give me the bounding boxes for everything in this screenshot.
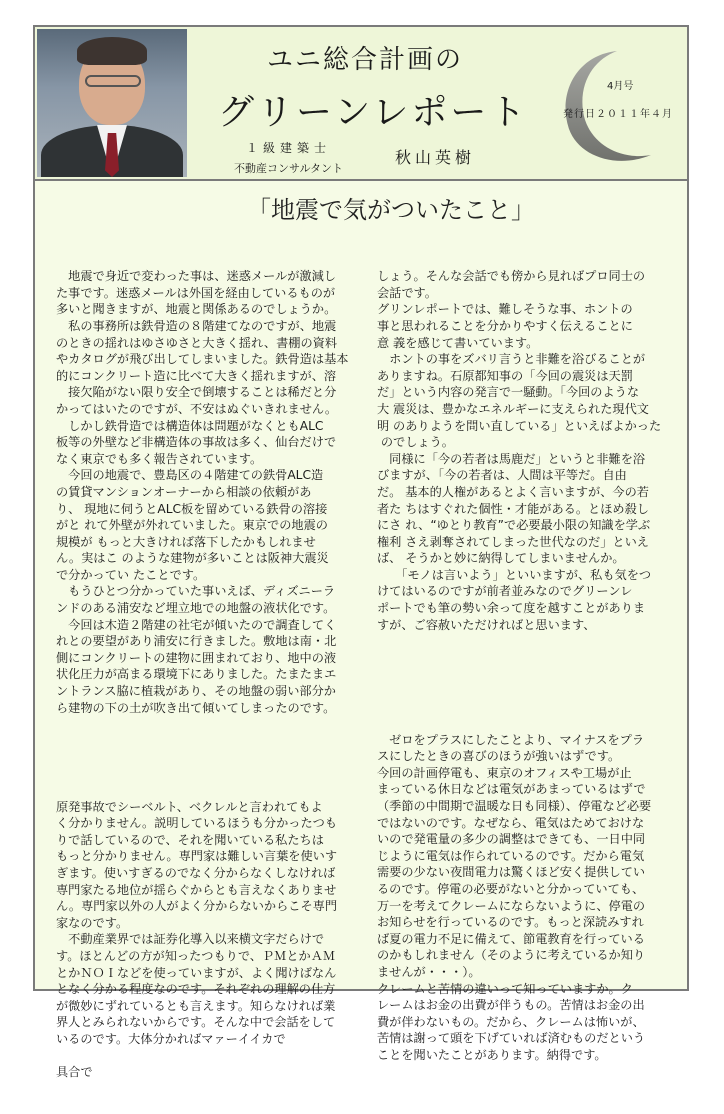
left-paragraph-1: 地震で身近で変わった事は、迷惑メールが激減し た事です。迷惑メールは外国を経由しているものが 多いと聞きますが、地震と関係あるのでしょうか。 私の事務所は鉄骨造の８階建てなのですが、地震 のときの揺れはゆさゆさと大きく揺れ、書棚の資料 やカタログが飛び出してしまいました。鉄骨造は基本 的にコンクリート造に比べて大きく揺れますが、溶 接欠陥がない限り安全で倒壊することは稀だと分 かってはいたのですが、不安はぬぐいきれません。 しかし鉄骨造では構造体は問題がなくともALC 板等の外壁など非構造体の事故は多く、仙台だけで なく東京でも多く報告されています。 今回の地震で、豊島区の４階建ての鉄骨ALC造 の賃貸マンションオーナーから相談の依頼があ り、 現地に伺うとALC板を留めている鉄骨の溶接 がと れて外壁が外れていました。東京での地震の 規模が もっと大きければ落下したかもしれませ ん。実はこ のような建物が多いことは阪神大震災 で分かってい たことです。 もうひとつ分かっていた事いえば、ディズニーラ ンドのある浦安など埋立地での地盤の液状化です。 今回は木造２階建の社宅が傾いたので調査してく れとの要望があり浦安に行きました。敷地は南・北 側にコンクリートの建物に囲まれており、地中の液 状化圧力が高まる環境下にありました。たまたまエ ントランス脇に植栽があり、その地盤の弱い部分か ら建物の下の土が吹き出て傾いてしまったのです。 [56,269,349,715]
newsletter-title-line2: グリーンレポート [218,92,529,133]
left-spacer [56,749,366,765]
article-headline: 「地震で気がついたこと」 [247,196,535,224]
left-paragraph-2: 原発事故でシーベルト、ベクレルと言われてもよ く分かりません。説明しているほうも分かったつも りで話しているので、それを聞いている私たちは もっと分かりません。専門家は難しい言葉を使いす ぎます。使いすぎるのでなく分からなくしなければ 専門家たる地位が揺らぐからとも言えなくありませ ん。専門家以外の人がよく分からないからこそ専門 家なのです。 不動産業界では証券化導入以来横文字だらけで す。ほとんどの方が知ったつもりで、ＰＭとかＡＭ とかＮＯＩなどを使っていますが、よく聞けばなん となく分かる程度なのです。それぞれの理解の仕方 が微妙にずれているとも言えます。知らなければ業 界人とみられないからです。そんな中で会話をして いるのです。大体分かればマァーイイカで 具合で [56,799,338,1080]
newsletter-header [35,27,687,181]
right-spacer [377,666,679,698]
newsletter-page [33,25,689,1080]
left-column [56,235,366,1114]
author-consultant: 不動産コンサルタント [234,162,344,175]
right-paragraph-2: ゼロをプラスにしたことより、マイナスをプラ スにしたときの喜びのほうが強いはずです。 今回の計画停電も、東京のオフィスや工場が止 まっている休日などは電気があまっているはずで （季節の中間期で温暖な日も同様）、停電など必要 ではないのです。なぜなら、電気はためておけな いので発電量の多少の調整はできても、一日中同 じように電気は作られているのです。だから電気 需要の少ない夜間電力は驚くほど安く提供してい るのです。停電の必要がないと分かっていても、 万一を考えてクレームにならないように、停電の お知らせを行っているのです。もっと深読みすれ ば夏の電力不足に備えて、節電教育を行っている のかもしれません（そのように考えているか知り ませんが・・・）。 クレームと苦情の違いって知っていますか。ク レームはお金の出費が伴うもの。苦情はお金の出 費が伴わないもの。だから、クレームは怖いが、 苦情は謝って頭を下げていれば済むものだという ことを聞いたことがあります。納得です。 [377,732,652,1062]
author-qualification: １級建築士 [246,141,332,155]
right-column [377,235,679,1097]
issue-date: 発行日２０１１年４月 [563,109,673,120]
right-paragraph-1: しょう。そんな会話でも傍から見ればプロ同士の 会話です。 グリンレポートでは、難しそうな事、ホントの 事と思われることを分かりやすく伝えることに 意 義を感じて書いています。 ホントの事をズバリ言うと非難を浴びることが ありますね。石原都知事の「今回の震災は天罰 だ」という内容の発言で一騒動。「今回のような 大 震災は、豊かなエネルギーに支えられた現代文 明 のありようを問い直している」といえばよかった のでしょう。 同様に「今の若者は馬鹿だ」というと非難を浴 びますが、「今の若者は、人間は平等だ。自由 だ。 基本的人権があるとよく言いますが、今の若 者た ちはすぐれた個性・才能がある。とほめ殺し にさ れ、“ゆとり教育”で必要最小限の知識を学ぶ 権利 さえ剥奪されてしまった世代なのだ」といえ ば、 そうかと妙に納得してしまいませんか。 「モノは言いよう」といいますが、私も気をつ けてはいるのですが前者並みなのでグリーンレ ポートでも筆の勢い余って度を越すことがありま すが、ご容赦いただければと思います、 [377,269,662,632]
author-photo [37,29,187,177]
newsletter-title-line1: ユニ総合計画の [267,45,464,75]
author-name: 秋山英樹 [395,148,476,167]
issue-label: 4月号 [607,81,634,92]
